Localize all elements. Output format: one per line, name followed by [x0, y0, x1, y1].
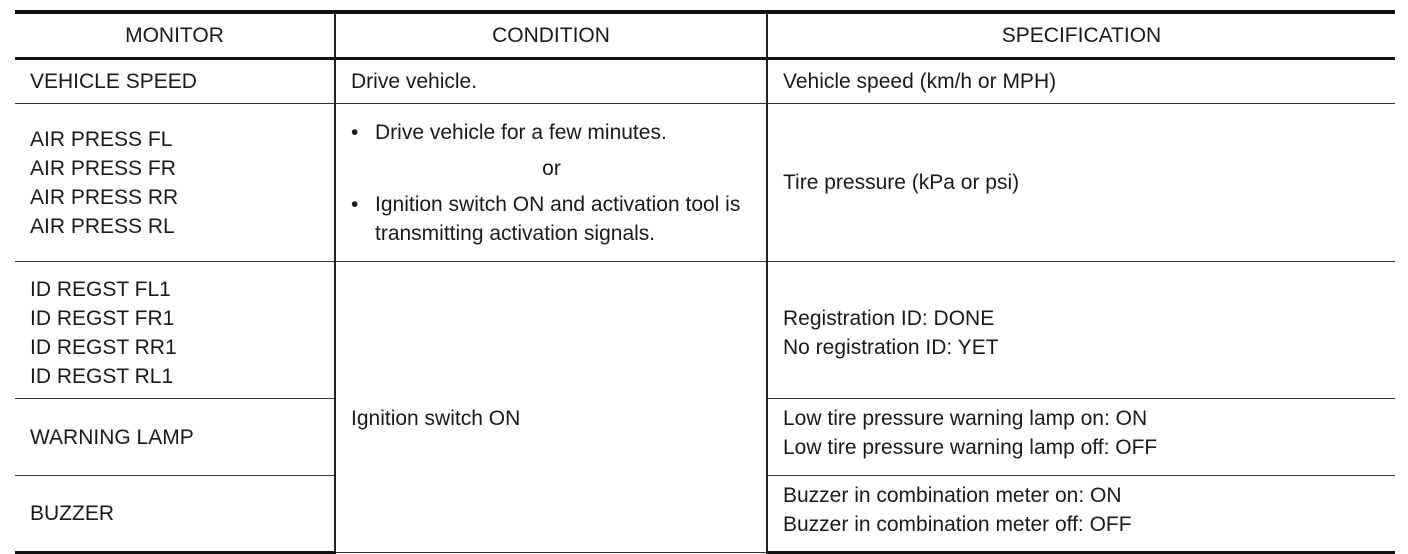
specification-text: Low tire pressure warning lamp off: OFF [783, 436, 1158, 459]
condition-list-item [351, 118, 752, 147]
monitor-item: ID REGST RR1 [30, 336, 177, 359]
monitor-cell [15, 104, 335, 262]
monitor-item: AIR PRESS RL [30, 214, 175, 238]
monitor-cell [15, 59, 335, 104]
specification-text: Tire pressure (kPa or psi) [783, 171, 1020, 194]
table-row [15, 104, 1395, 262]
condition-cell [335, 104, 767, 262]
condition-text: Drive vehicle for a few minutes. [375, 120, 667, 144]
specification-cell [767, 104, 1395, 262]
specification-cell [767, 476, 1395, 553]
specification-text: Vehicle speed (km/h or MPH) [783, 70, 1057, 93]
condition-list-item [351, 190, 752, 248]
header-specification: SPECIFICATION [767, 12, 1395, 59]
monitor-item: ID REGST FL1 [30, 278, 171, 301]
condition-cell [335, 59, 767, 104]
bullet-icon: • [351, 192, 359, 216]
specification-text: Buzzer in combination meter off: OFF [783, 513, 1132, 536]
condition-cell [335, 262, 767, 553]
monitor-item: AIR PRESS FR [30, 156, 176, 180]
specification-text: No registration ID: YET [783, 336, 999, 359]
monitor-item: VEHICLE SPEED [30, 70, 197, 93]
monitor-item: ID REGST FR1 [30, 307, 175, 330]
table-row [15, 262, 1395, 399]
condition-text: Drive vehicle. [351, 70, 478, 93]
specification-cell [767, 399, 1395, 476]
monitor-cell [15, 399, 335, 476]
monitor-item: AIR PRESS FL [30, 127, 173, 151]
specification-text: Low tire pressure warning lamp on: ON [783, 407, 1148, 430]
condition-separator: or [542, 156, 561, 180]
condition-text: Ignition switch ON [351, 406, 521, 430]
monitor-item: WARNING LAMP [30, 425, 194, 449]
header-row [15, 12, 1395, 59]
monitor-item: BUZZER [30, 502, 114, 525]
monitor-item: AIR PRESS RR [30, 185, 179, 209]
condition-text: Ignition switch ON and activation tool is transmitting activation signals. [375, 192, 741, 245]
specification-cell [767, 59, 1395, 104]
monitor-cell [15, 262, 335, 399]
specification-text: Buzzer in combination meter on: ON [783, 484, 1122, 507]
specification-cell [767, 262, 1395, 399]
specification-table [15, 10, 1395, 554]
monitor-item: ID REGST RL1 [30, 365, 174, 388]
header-condition: CONDITION [335, 12, 767, 59]
bullet-icon: • [351, 120, 359, 144]
specification-text: Registration ID: DONE [783, 307, 995, 330]
header-monitor: MONITOR [15, 12, 335, 59]
table-row [15, 59, 1395, 104]
monitor-cell [15, 476, 335, 553]
